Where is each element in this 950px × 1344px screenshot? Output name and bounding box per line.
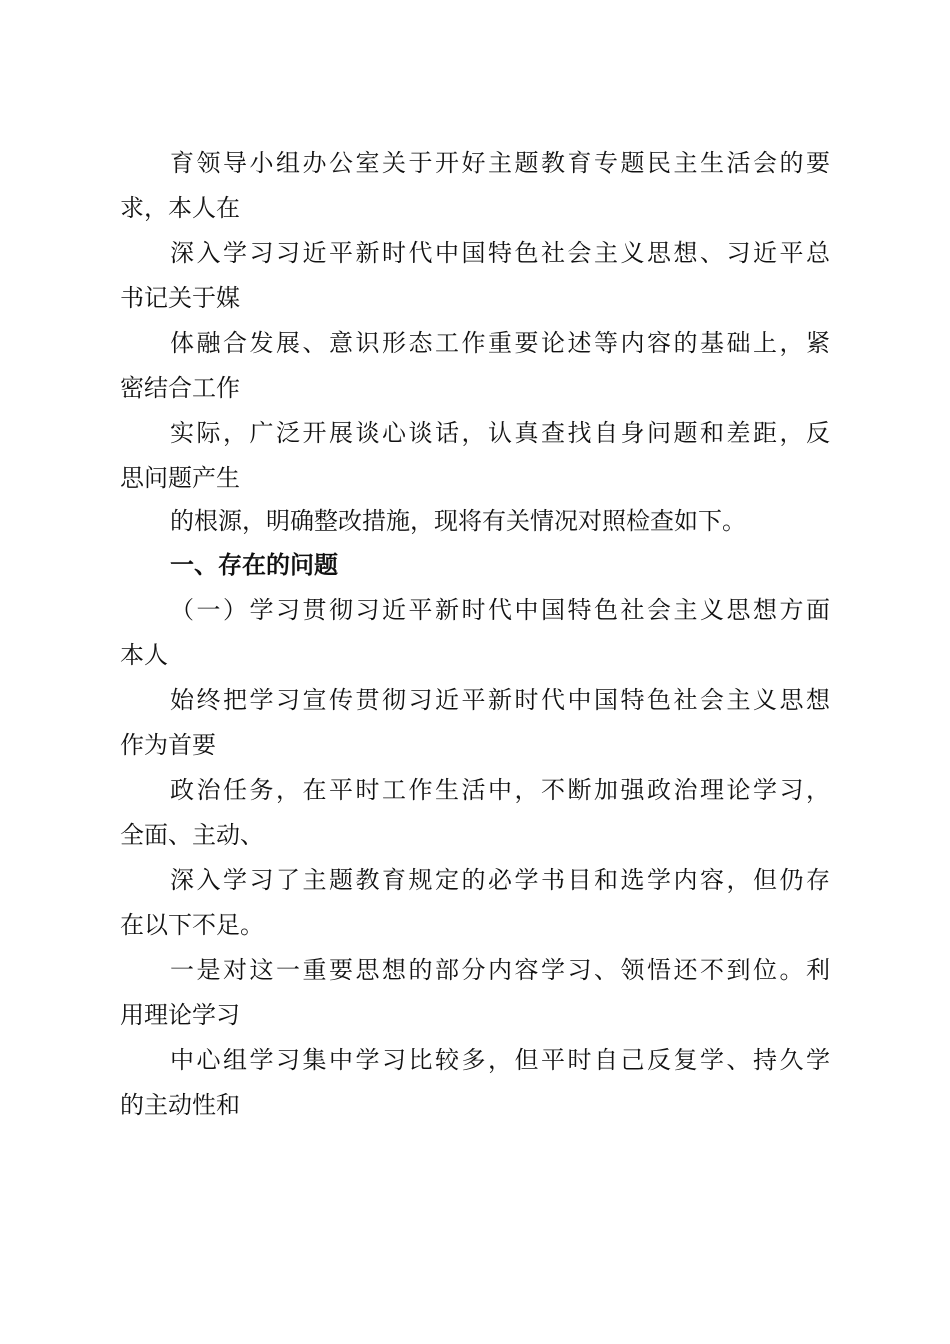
paragraph-line: 在以下不足。 — [120, 911, 264, 939]
paragraph-line: 育领导小组办公室关于开好主题教育专题民主生活会的要 — [170, 149, 830, 177]
paragraph-line: 求，本人在 — [120, 194, 240, 222]
paragraph-line: 深入学习了主题教育规定的必学书目和选学内容，但仍存 — [170, 866, 830, 894]
paragraph-line: 深入学习习近平新时代中国特色社会主义思想、习近平总 — [170, 239, 830, 267]
paragraph-line: 全面、主动、 — [120, 821, 264, 849]
paragraph-line: 中心组学习集中学习比较多，但平时自己反复学、持久学 — [170, 1046, 830, 1074]
paragraph-line: 的主动性和 — [120, 1091, 240, 1119]
paragraph-line: 作为首要 — [120, 731, 216, 759]
paragraph-line: 始终把学习宣传贯彻习近平新时代中国特色社会主义思想 — [170, 686, 830, 714]
paragraph-line: 体融合发展、意识形态工作重要论述等内容的基础上，紧 — [170, 329, 830, 357]
paragraph-line: 实际，广泛开展谈心谈话，认真查找自身问题和差距，反 — [170, 419, 830, 447]
paragraph-line: 本人 — [120, 641, 168, 669]
paragraph-line: 用理论学习 — [120, 1001, 240, 1029]
paragraph-line: 密结合工作 — [120, 374, 240, 402]
paragraph-line: 书记关于媒 — [120, 284, 240, 312]
subsection-heading: （一）学习贯彻习近平新时代中国特色社会主义思想方面 — [170, 596, 830, 624]
paragraph-line: 政治任务，在平时工作生活中，不断加强政治理论学习， — [170, 776, 830, 804]
paragraph-line: 思问题产生 — [120, 464, 240, 492]
section-heading: 一、存在的问题 — [170, 551, 338, 579]
paragraph-line: 的根源，明确整改措施，现将有关情况对照检查如下。 — [170, 507, 746, 535]
paragraph-line: 一是对这一重要思想的部分内容学习、领悟还不到位。利 — [170, 956, 830, 984]
